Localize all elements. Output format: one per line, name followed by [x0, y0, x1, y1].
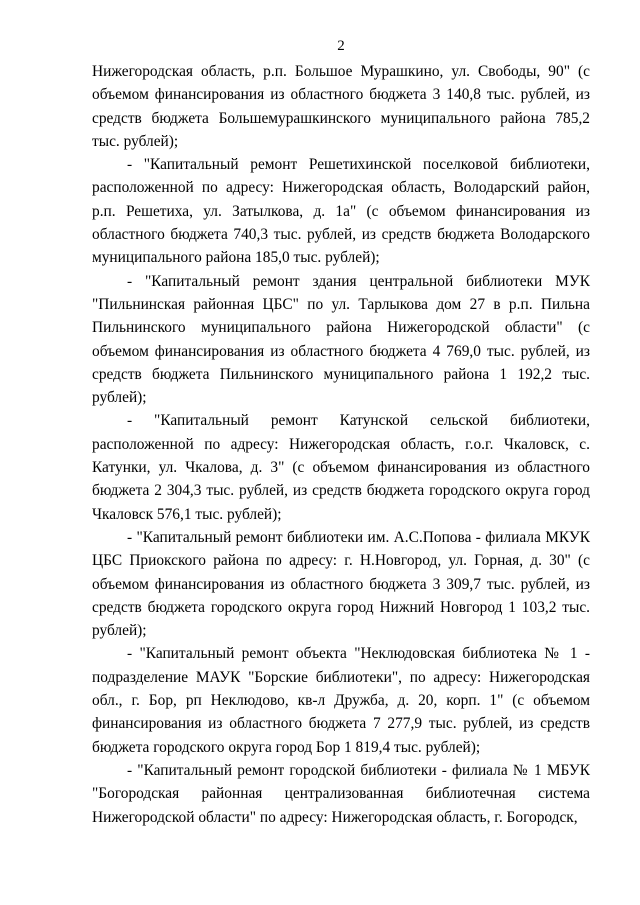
paragraph-item: - "Капитальный ремонт объекта "Неклюдовская библиотека № 1 - подразделение МАУК "Борские библиотеки", по адресу: Нижегородская обл., г. Бор, рп Неклюдово, кв-л Дружба, д. 20, корп. 1" (с объемом финансирования из областного бюджета 7 277,9 тыс. рублей, из средств бюджета городского округа город Бор 1 819,4 тыс. рублей); — [92, 645, 590, 756]
paragraph-continuation: Нижегородская область, р.п. Большое Мурашкино, ул. Свободы, 90" (с объемом финансирования из областного бюджета 3 140,8 тыс. рублей, из средств бюджета Большемурашкинского муниципального района 785,2 тыс. рублей); — [92, 63, 590, 150]
paragraph-item: - "Капитальный ремонт городской библиотеки - филиала № 1 МБУК "Богородская районная централизованная библиотечная система Нижегородской области" по адресу: Нижегородская область, г. Богородск, — [92, 761, 590, 826]
paragraph-item: - "Капитальный ремонт Катунской сельской библиотеки, расположенной по адресу: Нижегородская область, г.о.г. Чкаловск, с. Катунки, ул. Чкалова, д. 3" (с объемом финансирования из областного бюджета 2 304,3 тыс. рублей, из средств бюджета городского округа город Чкаловск 576,1 тыс. рублей); — [92, 412, 590, 523]
page-number: 2 — [337, 38, 345, 54]
paragraph-item: - "Капитальный ремонт здания центральной библиотеки МУК "Пильнинская районная ЦБС" по ул. Тарлыкова дом 27 в р.п. Пильна Пильнинского муниципального района Нижегородской области" (с объемом финансирования из областного бюджета 4 769,0 тыс. рублей, из средств бюджета Пильнинского муниципального района 1 192,2 тыс. рублей); — [92, 272, 590, 407]
paragraph-item: - "Капитальный ремонт Решетихинской поселковой библиотеки, расположенной по адресу: Нижегородская область, Володарский район, р.п. Решетиха, ул. Затылкова, д. 1а" (с объемом финансирования из областного бюджета 740,3 тыс. рублей, из средств бюджета Володарского муниципального района 185,0 тыс. рублей); — [92, 156, 590, 267]
document-body — [92, 60, 590, 829]
paragraph-item: - "Капитальный ремонт библиотеки им. А.С.Попова - филиала МКУК ЦБС Приокского района по адресу: г. Н.Новгород, ул. Горная, д. 30" (с объемом финансирования из областного бюджета 3 309,7 тыс. рублей, из средств бюджета городского округа город Нижний Новгород 1 103,2 тыс. рублей); — [92, 528, 590, 640]
